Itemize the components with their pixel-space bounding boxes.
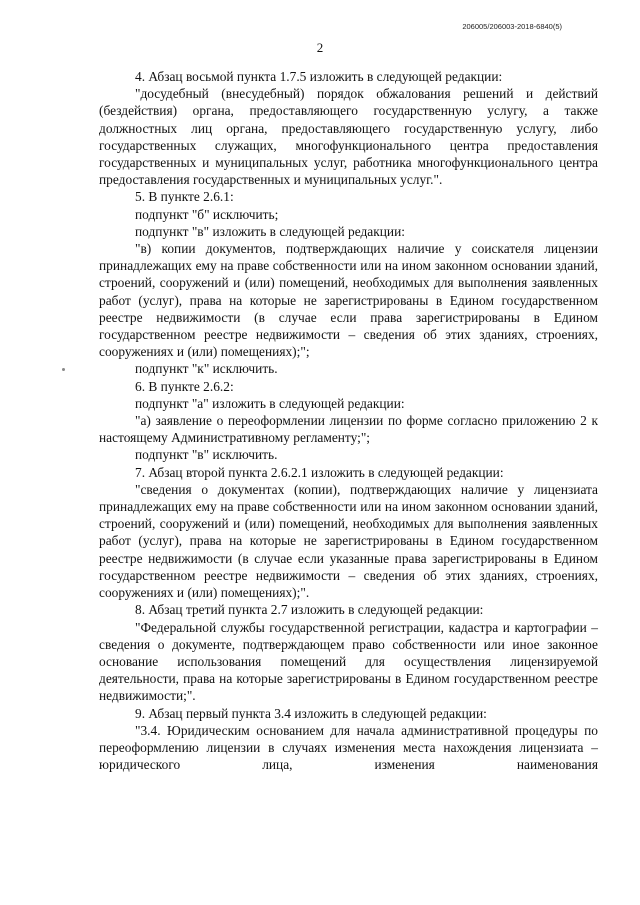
paragraph-subitem: подпункт "в" исключить.: [135, 447, 278, 463]
paragraph-item-8: 8. Абзац третий пункта 2.7 изложить в следующей редакции:: [135, 602, 484, 618]
paragraph-quote-3: "а) заявление о переоформлении лицензии по форме согласно приложению 2 к настоящему Административному регламенту;";: [99, 413, 598, 446]
paragraph-item-9: 9. Абзац первый пункта 3.4 изложить в следующей редакции:: [135, 705, 487, 721]
paragraph-quote-1: "досудебный (внесудебный) порядок обжалования решений и действий (бездействия) органа, предоставляющего государственную услугу, а также должностных лиц органа, предоставляющего государственную услугу, либо государственных служащих, многофункционального центра предоставления государственных и муниципальных услуг, работника многофункционального центра предоставления государственных и муниципальных услуг.".: [99, 86, 598, 188]
paragraph-item-6: 6. В пункте 2.6.2:: [135, 378, 234, 394]
paragraph-subitem: подпункт "а" изложить в следующей редакции:: [135, 395, 405, 411]
paragraph-item-7: 7. Абзац второй пункта 2.6.2.1 изложить в следующей редакции:: [135, 464, 504, 480]
page-number: 2: [316, 40, 324, 55]
scan-artifact: [62, 368, 65, 371]
paragraph-subitem: подпункт "к" исключить.: [135, 361, 278, 377]
paragraph-quote-6: "3.4. Юридическим основанием для начала административной процедуры по переоформлению лицензии в случаях изменения места нахождения лицензиата – юридического лица, изменения наименования: [99, 722, 598, 773]
paragraph-item-4: 4. Абзац восьмой пункта 1.7.5 изложить в следующей редакции:: [135, 69, 503, 84]
document-id: 206005/206003-2018-6840(5): [462, 22, 562, 31]
paragraph-quote-4: "сведения о документах (копии), подтверждающих наличие у лицензиата принадлежащих ему на праве собственности или на ином законном основании зданий, строений, сооружений и (или) помещений, необходимых для выполнения заявленных работ (услуг), права на которые не зарегистрированы в Едином государственном реестре недвижимости (в случае если указанные права зарегистрированы в Едином государственном реестре недвижимости – сведения об этих зданиях, строениях, сооружениях и (или) помещениях);".: [99, 481, 598, 601]
paragraph-subitem: подпункт "в" изложить в следующей редакции:: [135, 223, 405, 239]
paragraph-quote-5: "Федеральной службы государственной регистрации, кадастра и картографии – сведения о документе, подтверждающем право собственности или иное законное основание использования помещений для осуществления лицензируемой деятельности, права на которые зарегистрированы в Едином государственном реестре недвижимости;".: [99, 619, 598, 704]
paragraph-subitem: подпункт "б" исключить;: [135, 206, 279, 222]
paragraph-item-5: 5. В пункте 2.6.1:: [135, 189, 234, 205]
paragraph-quote-2: "в) копии документов, подтверждающих наличие у соискателя лицензии принадлежащих ему на праве собственности или на ином законном основании зданий, строений, сооружений и (или) помещений, необходимых для выполнения заявленных работ (услуг), права на которые не зарегистрированы в Едином государственном реестре недвижимости (в случае если права зарегистрированы в Едином государственном реестре недвижимости – сведения об этих зданиях, строениях, сооружениях и (или) помещениях);";: [99, 241, 598, 360]
document-body: [99, 68, 598, 773]
